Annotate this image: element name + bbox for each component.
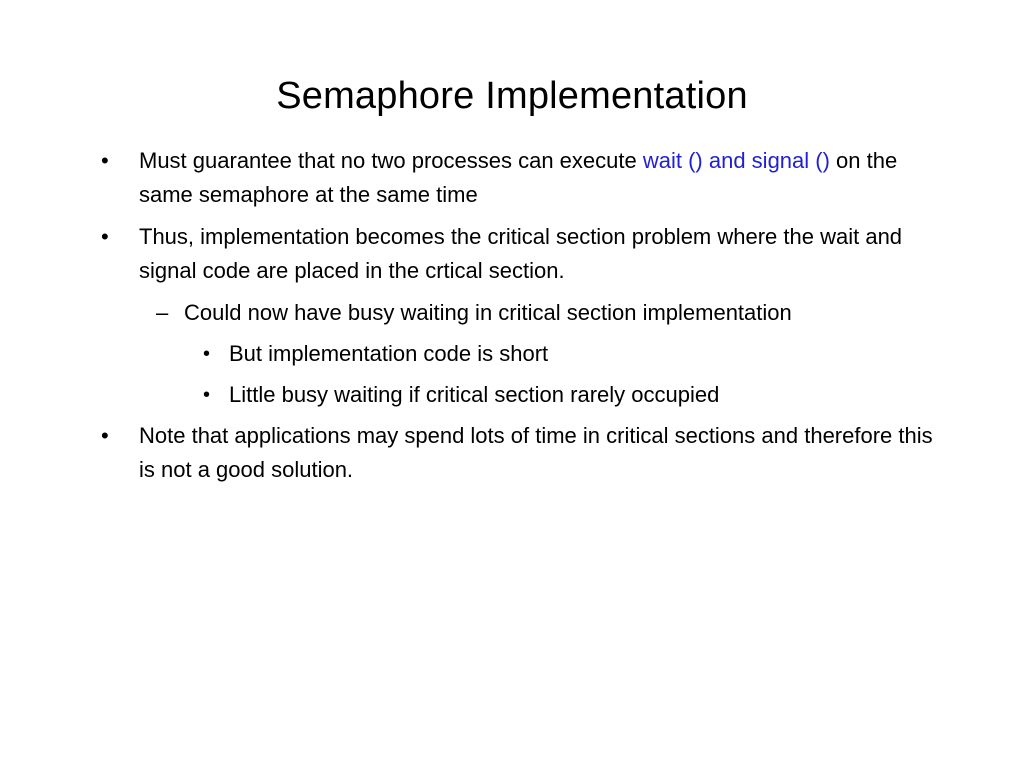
sub-bullet-text: Could now have busy waiting in critical section implementation [184,300,792,325]
bullet-marker: • [203,384,211,406]
sub-bullet-item [156,296,944,330]
sub-sub-bullet-item [203,378,944,412]
bullet-item [101,220,939,288]
bullet-text: on the same semaphore at the same time [139,148,898,207]
highlighted-code-text: wait () and signal () [642,148,830,173]
sub-sub-bullet-text: Little busy waiting if critical section rarely occupied [229,382,720,407]
sub-sub-bullet-item [203,337,944,371]
bullet-item [101,419,939,487]
bullet-marker: • [101,224,109,249]
bullet-text: Must guarantee that no two processes can execute [139,148,643,173]
sub-sub-bullet-text: But implementation code is short [229,341,549,366]
slide-content [0,144,1024,495]
bullet-marker: • [203,343,211,365]
bullet-marker: • [101,148,109,173]
dash-marker: – [156,300,169,325]
slide-title: Semaphore Implementation [276,75,748,117]
bullet-text: Note that applications may spend lots of time in critical sections and therefore this is not a good solution. [139,423,933,482]
bullet-marker: • [101,423,109,448]
bullet-item [101,144,939,212]
bullet-text: Thus, implementation becomes the critical section problem where the wait and signal code are placed in the crtical section. [139,224,903,283]
